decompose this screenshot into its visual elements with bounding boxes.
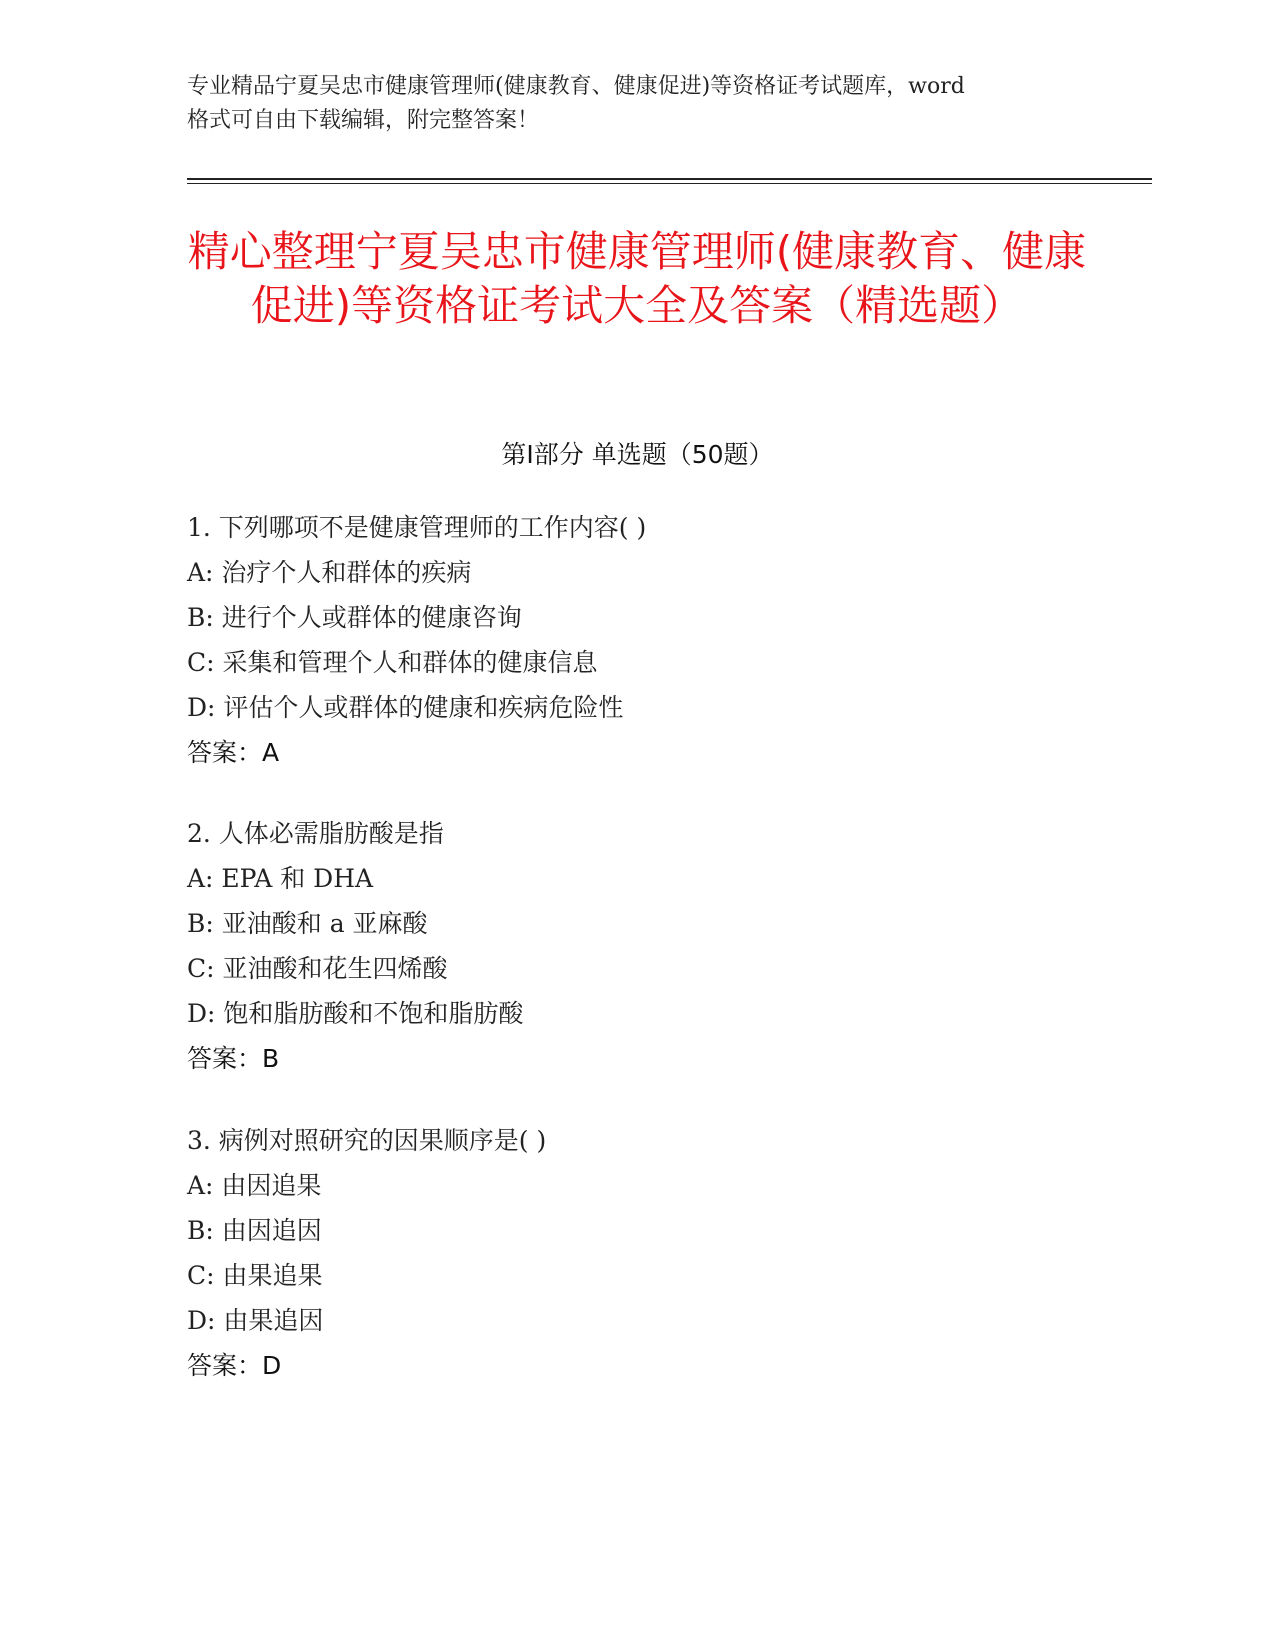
section-heading: 第Ⅰ部分 单选题（50题） <box>501 440 774 469</box>
question-2 <box>187 811 523 1081</box>
answer: 答案：D <box>187 1351 282 1380</box>
option-a: A: 治疗个人和群体的疾病 <box>187 558 472 587</box>
question-stem: 3. 病例对照研究的因果顺序是( ) <box>187 1126 547 1155</box>
option-b: B: 由因追因 <box>187 1216 322 1245</box>
header-rule-thin <box>187 183 1152 184</box>
header-line-2: 格式可自由下载编辑，附完整答案！ <box>187 108 540 133</box>
option-d: D: 由果追因 <box>187 1306 324 1335</box>
option-c: C: 采集和管理个人和群体的健康信息 <box>187 648 598 677</box>
answer: 答案：A <box>187 738 280 767</box>
option-a: A: 由因追果 <box>187 1171 322 1200</box>
option-c: C: 亚油酸和花生四烯酸 <box>187 954 448 983</box>
document-title: 精心整理宁夏吴忠市健康管理师(健康教育、健康促进)等资格证考试大全及答案（精选题） <box>187 227 1087 330</box>
option-d: D: 评估个人或群体的健康和疾病危险性 <box>187 693 624 722</box>
option-b: B: 进行个人或群体的健康咨询 <box>187 603 522 632</box>
option-c: C: 由果追果 <box>187 1261 323 1290</box>
question-stem: 1. 下列哪项不是健康管理师的工作内容( ) <box>187 513 647 542</box>
header-rule-thick <box>187 178 1152 180</box>
option-d: D: 饱和脂肪酸和不饱和脂肪酸 <box>187 999 524 1028</box>
question-1 <box>187 505 646 775</box>
option-b: B: 亚油酸和 a 亚麻酸 <box>187 909 428 938</box>
option-a: A: EPA 和 DHA <box>187 864 374 893</box>
header-line-1: 专业精品宁夏吴忠市健康管理师(健康教育、健康促进)等资格证考试题库，word <box>187 74 965 99</box>
answer: 答案：B <box>187 1044 280 1073</box>
document-header <box>187 70 1057 138</box>
question-3 <box>187 1118 546 1388</box>
question-stem: 2. 人体必需脂肪酸是指 <box>187 819 444 848</box>
